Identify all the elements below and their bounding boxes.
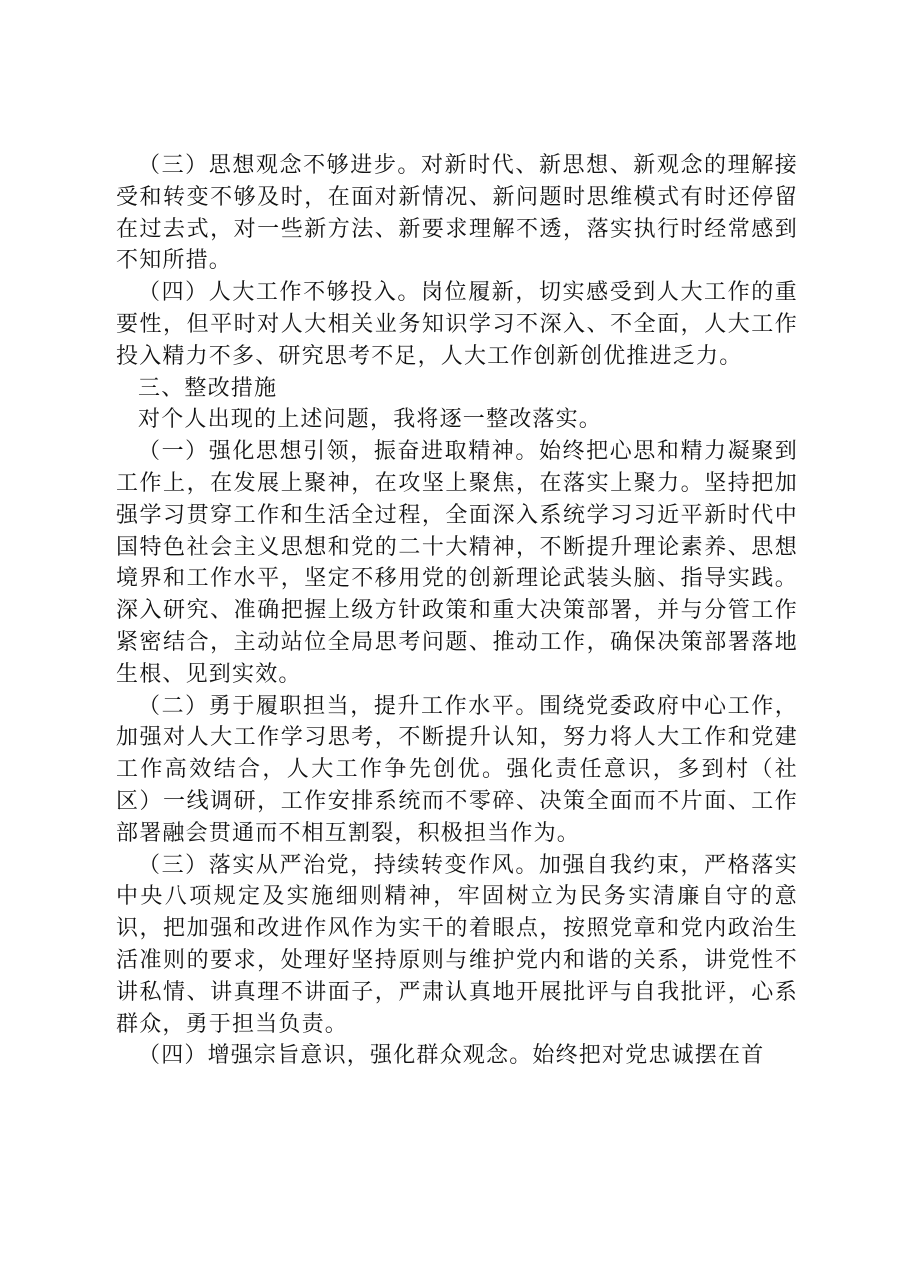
paragraph-npc-work: （四）人大工作不够投入。岗位履新，切实感受到人大工作的重要性，但平时对人大相关业务知识学习不深入、不全面，人大工作投入精力不多、研究思考不足，人大工作创新创优推进乏力。 — [116, 280, 798, 369]
section-heading-rectification: 三、整改措施 — [138, 375, 278, 401]
paragraph-measure-one: （一）强化思想引领，振奋进取精神。始终把心思和精力凝聚到工作上，在发展上聚神，在攻坚上聚焦，在落实上聚力。坚持把加强学习贯穿工作和生活全过程，全面深入系统学习习近平新时代中国特色社会主义思想和党的二十大精神，不断提升理论素养、思想境界和工作水平，坚定不移用党的创新理论武装头脑、指导实践。深入研究、准确把握上级方针政策和重大决策部署，并与分管工作紧密结合，主动站位全局思考问题、推动工作，确保决策部署落地生根、见到实效。 — [116, 439, 798, 687]
document-body — [116, 150, 798, 1072]
paragraph-measure-two: （二）勇于履职担当，提升工作水平。围绕党委政府中心工作，加强对人大工作学习思考，不断提升认知，努力将人大工作和党建工作高效结合，人大工作争先创优。强化责任意识，多到村（社区）一线调研，工作安排系统而不零碎、决策全面而不片面、工作部署融会贯通而不相互割裂，积极担当作为。 — [116, 693, 798, 846]
paragraph-intro-rectification: 对个人出现的上述问题，我将逐一整改落实。 — [138, 407, 603, 433]
paragraph-thinking-concept: （三）思想观念不够进步。对新时代、新思想、新观念的理解接受和转变不够及时，在面对新情况、新问题时思维模式有时还停留在过去式，对一些新方法、新要求理解不透，落实执行时经常感到不知所措。 — [116, 153, 798, 274]
paragraph-measure-three: （三）落实从严治党，持续转变作风。加强自我约束，严格落实中央八项规定及实施细则精神，牢固树立为民务实清廉自守的意识，把加强和改进作风作为实干的着眼点，按照党章和党内政治生活准则的要求，处理好坚持原则与维护党内和谐的关系，讲党性不讲私情、讲真理不讲面子，严肃认真地开展批评与自我批评，心系群众，勇于担当负责。 — [116, 852, 798, 1037]
paragraph-measure-four: （四）增强宗旨意识，强化群众观念。始终把对党忠诚摆在首 — [138, 1043, 765, 1069]
